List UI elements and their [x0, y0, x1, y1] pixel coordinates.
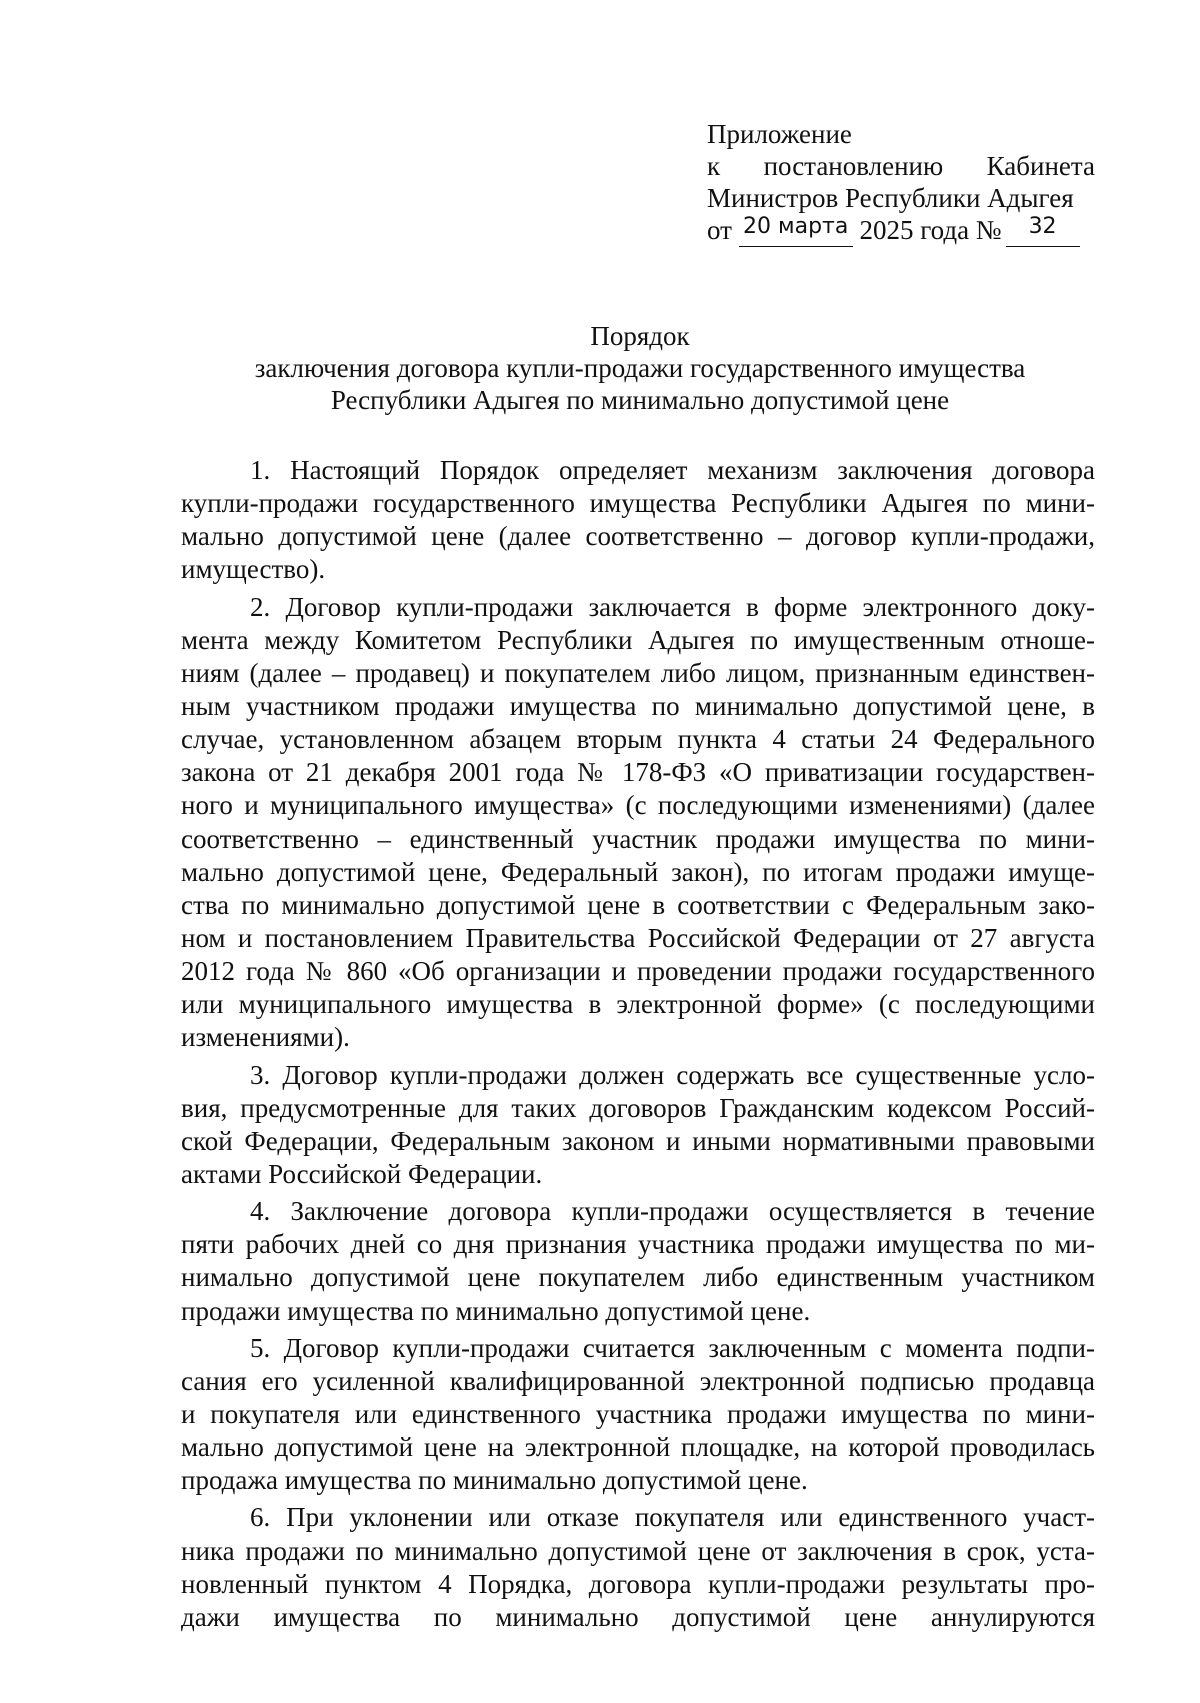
paragraph-line: актами Российской Федерации.: [181, 1158, 543, 1189]
paragraph-line: 1. Настоящий Порядок определяет механизм заключения договора: [250, 455, 1095, 485]
paragraph-line: ника продажи по минимально допустимой цене от заключения в срок, уста-: [181, 1535, 1095, 1566]
appendix-word: к: [707, 151, 721, 181]
paragraph-line: мально допустимой цене, Федеральный закон), по итогам продажи имуще-: [181, 856, 1095, 887]
paragraph-line: случае, установленном абзацем вторым пункта 4 статьи 24 Федерального: [181, 724, 1095, 755]
paragraph-line: мально допустимой цене на электронной площадке, на которой проводилась: [181, 1432, 1095, 1463]
paragraph-line: 6. При уклонении или отказе покупателя или единственного участ-: [250, 1502, 1095, 1533]
paragraph-line: соответственно – единственный участник продажи имущества по мини-: [181, 823, 1095, 854]
paragraph-line: 4. Заключение договора купли-продажи осуществляется в течение: [250, 1196, 1095, 1227]
paragraph-line: новленный пунктом 4 Порядка, договора купли-продажи результаты про-: [181, 1568, 1095, 1599]
paragraph-line: закона от 21 декабря 2001 года № 178-ФЗ «О приватизации государствен-: [181, 757, 1095, 788]
paragraph: [181, 1501, 1095, 1634]
paragraph-line: вия, предусмотренные для таких договоров Гражданским кодексом Россий-: [181, 1092, 1095, 1123]
document-body: [181, 454, 1095, 1634]
paragraph: [181, 454, 1095, 587]
paragraph-line: 2012 года № 860 «Об организации и проведении продажи государственного: [181, 956, 1095, 987]
paragraph-line: дажи имущества по минимально допустимой цене аннулируются: [181, 1601, 1095, 1632]
appendix-word: постановлению: [763, 151, 944, 181]
paragraph-line: мента между Комитетом Республики Адыгея по имущественным отноше-: [181, 624, 1095, 655]
paragraph-line: ства по минимально допустимой цене в соответствии с Федеральным зако-: [181, 889, 1095, 920]
paragraph-line: ным участником продажи имущества по минимально допустимой цене, в: [181, 690, 1095, 721]
appendix-year: 2025 года №: [859, 215, 1002, 245]
appendix-from-label: от: [707, 215, 732, 245]
paragraph-line: или муниципального имущества в электронной форме» (с последующими: [181, 989, 1095, 1020]
paragraph: [181, 1195, 1095, 1328]
paragraph-line: продажи имущества по минимально допустимой цене.: [181, 1295, 811, 1326]
paragraph-line: ного и муниципального имущества» (с последующими изменениями) (далее: [181, 790, 1095, 821]
appendix-reference-line: [707, 150, 1095, 182]
title-line: Республики Адыгея по минимально допустимой цене: [330, 385, 950, 415]
paragraph-line: пяти рабочих дней со дня признания участника продажи имущества по ми-: [181, 1229, 1095, 1260]
paragraph-line: ном и постановлением Правительства Российской Федерации от 27 августа: [181, 922, 1095, 953]
paragraph-line: 2. Договор купли-продажи заключается в форме электронного доку-: [250, 591, 1095, 622]
paragraph-line: продажа имущества по минимально допустимой цене.: [181, 1465, 808, 1496]
appendix-date-line: [707, 214, 1095, 247]
title-line: Порядок: [590, 321, 690, 351]
document-title: [180, 320, 1100, 416]
paragraph-line: изменениями).: [181, 1022, 350, 1053]
paragraph: [181, 1059, 1095, 1192]
appendix-block: [707, 118, 1095, 247]
paragraph-line: ниям (далее – продавец) и покупателем либо лицом, признанным единствен-: [181, 657, 1095, 688]
paragraph-line: ской Федерации, Федеральным законом и иными нормативными правовыми: [181, 1125, 1095, 1156]
paragraph-line: 3. Договор купли-продажи должен содержать все существенные усло-: [250, 1059, 1095, 1090]
paragraph-line: и покупателя или единственного участника продажи имущества по мини-: [181, 1398, 1095, 1429]
paragraph: [181, 1332, 1095, 1498]
handwritten-number: 32: [1028, 214, 1057, 239]
handwritten-date: 20 марта: [743, 214, 849, 239]
number-fill-line: [1006, 214, 1080, 247]
paragraph-line: сания его усиленной квалифицированной электронной подписью продавца: [181, 1365, 1095, 1396]
date-fill-line: [739, 214, 853, 247]
appendix-issuer: Министров Республики Адыгея: [707, 183, 1074, 213]
appendix-heading: Приложение: [707, 119, 852, 149]
paragraph-line: 5. Договор купли-продажи считается заключенным с момента подпи-: [250, 1332, 1095, 1363]
paragraph-line: мально допустимой цене (далее соответственно – договор купли-продажи,: [181, 521, 1095, 552]
appendix-word: Кабинета: [986, 151, 1095, 181]
paragraph-line: купли-продажи государственного имущества Республики Адыгея по мини-: [181, 488, 1095, 519]
paragraph-line: имущество).: [181, 554, 326, 585]
title-line: заключения договора купли-продажи государственного имущества: [254, 353, 1026, 383]
paragraph: [181, 591, 1095, 1055]
paragraph-line: нимально допустимой цене покупателем либо единственным участником: [181, 1262, 1095, 1293]
